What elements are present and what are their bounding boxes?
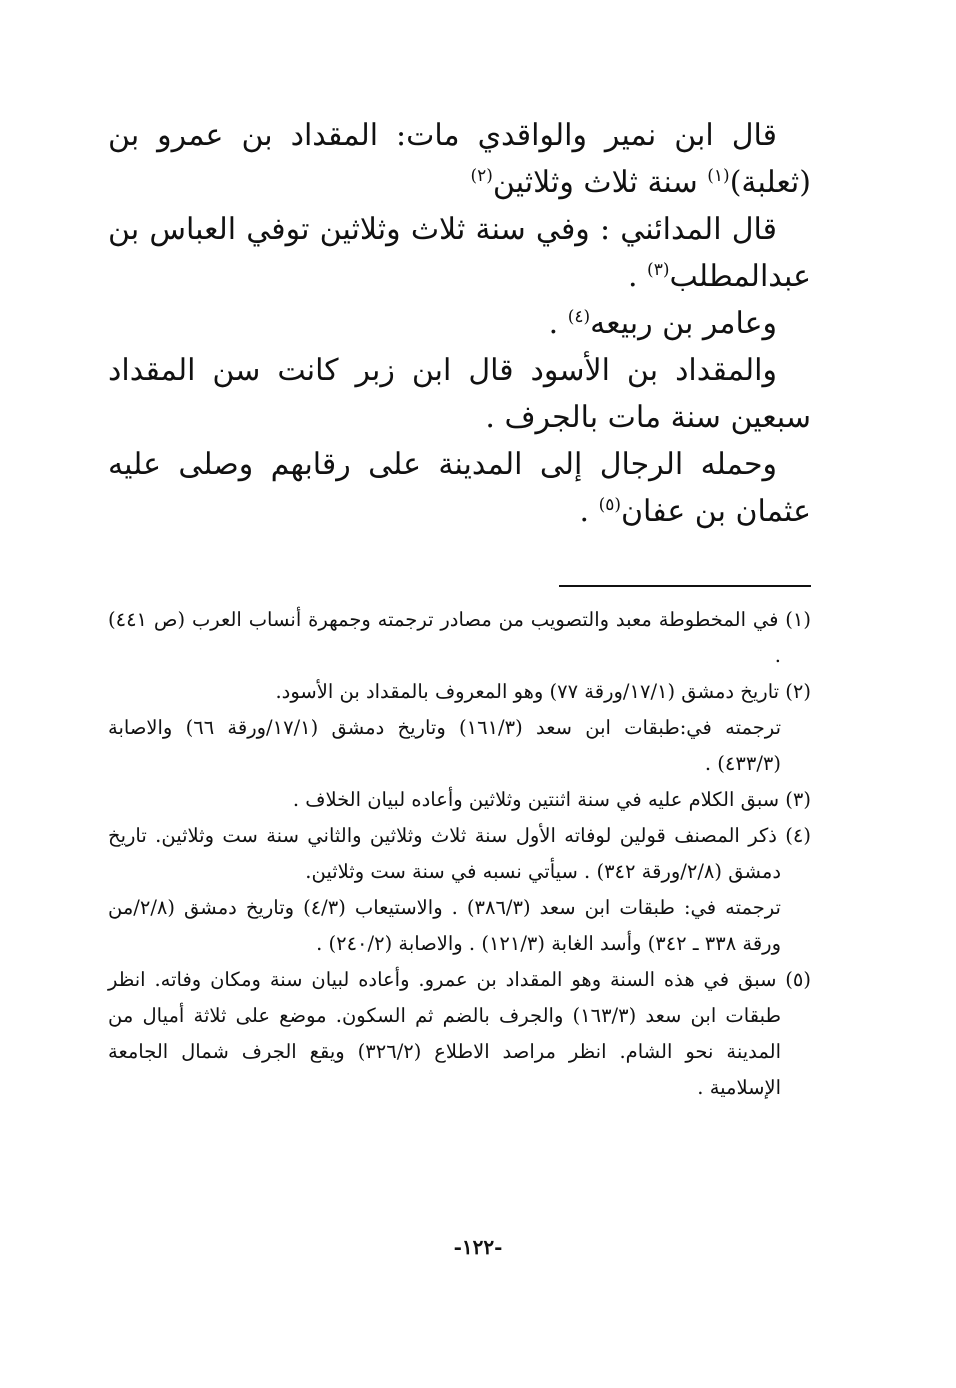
paragraph-5-text: وحمله الرجال إلى المدينة على رقابهم وصلى عليه عثمان بن عفان — [108, 447, 811, 529]
main-text — [108, 112, 811, 535]
footnote-separator — [559, 585, 811, 587]
footnote-ref-1: (١) — [707, 166, 730, 186]
footnote-ref-3: (٣) — [647, 260, 670, 280]
paragraph-1-text-2: سنة ثلاث وثلاثين — [492, 165, 708, 200]
paragraph-1-text: قال ابن نمير والواقدي مات: المقداد بن عمرو بن (ثعلبة) — [108, 118, 811, 200]
footnote-3: (٣) سبق الكلام عليه في سنة اثنتين وثلاثين وأعاده لبيان الخلاف . — [292, 788, 811, 811]
paragraph-5 — [108, 441, 811, 535]
footnote-4: (٤) ذكر المصنف قولين لوفاته الأول سنة ثلاث وثلاثين والثاني سنة ست وثلاثين. تاريخ دمشق (٢/٨/ورقة ٣٤٢) . سيأتي نسبه في سنة ست وثلاثين. — [108, 824, 811, 883]
paragraph-4-text: والمقداد بن الأسود قال ابن زبر كانت سن المقداد سبعين سنة مات بالجرف . — [108, 353, 811, 435]
footnote-4-continuation: ترجمته في: طبقات ابن سعد (٣٨٦/٣) . والاستيعاب (٤/٣) وتاريخ دمشق (٢/٨/من ورقة ٣٣٨ ـ ٣٤٢) وأسد الغابة (١٢١/٣) . والاصابة (٢٤٠/٢) . — [108, 896, 781, 955]
paragraph-1 — [108, 112, 811, 206]
paragraph-2-end: . — [627, 259, 648, 294]
paragraph-3 — [108, 300, 811, 347]
paragraph-3-end: . — [548, 306, 568, 341]
paragraph-5-end: . — [579, 494, 599, 529]
page-number: -١٢٢- — [453, 1235, 503, 1259]
paragraph-2 — [108, 206, 811, 300]
paragraph-2-text: قال المدائني : وفي سنة ثلاث وثلاثين توفي العباس بن عبدالمطلب — [108, 212, 811, 294]
paragraph-3-text: وعامر بن ربيعه — [590, 306, 777, 341]
footnote-ref-4: (٤) — [567, 307, 591, 327]
footnote-ref-5: (٥) — [598, 495, 622, 515]
footnote-1: (١) في المخطوطة معبد والتصويب من مصادر ترجمته وجمهرة أنساب العرب (ص ٤٤١) . — [108, 608, 811, 667]
footnote-5: (٥) سبق في هذه السنة وهو المقداد بن عمرو. وأعاده لبيان سنة ومكان وفاته. انظر طبقات ابن سعد (١٦٣/٣) والجرف بالضم ثم السكون. موضع على ثلاثة أميال من المدينة نحو الشام. انظر مراصد الاطلاع (٣٢٦/٢) ويقع الجرف شمال الجامعة الإسلامية . — [108, 968, 811, 1099]
footnote-ref-2: (٢) — [470, 166, 493, 186]
footnotes — [108, 602, 811, 1106]
paragraph-4 — [108, 347, 811, 441]
footnote-2: (٢) تاريخ دمشق (١٧/١/ورقة ٧٧) وهو المعروف بالمقداد بن الأسود. — [275, 680, 811, 703]
footnote-2-continuation: ترجمته في:طبقات ابن سعد (١٦١/٣) وتاريخ دمشق (١٧/١/ورقة ٦٦) والاصابة (٤٣٣/٣) . — [108, 716, 781, 775]
